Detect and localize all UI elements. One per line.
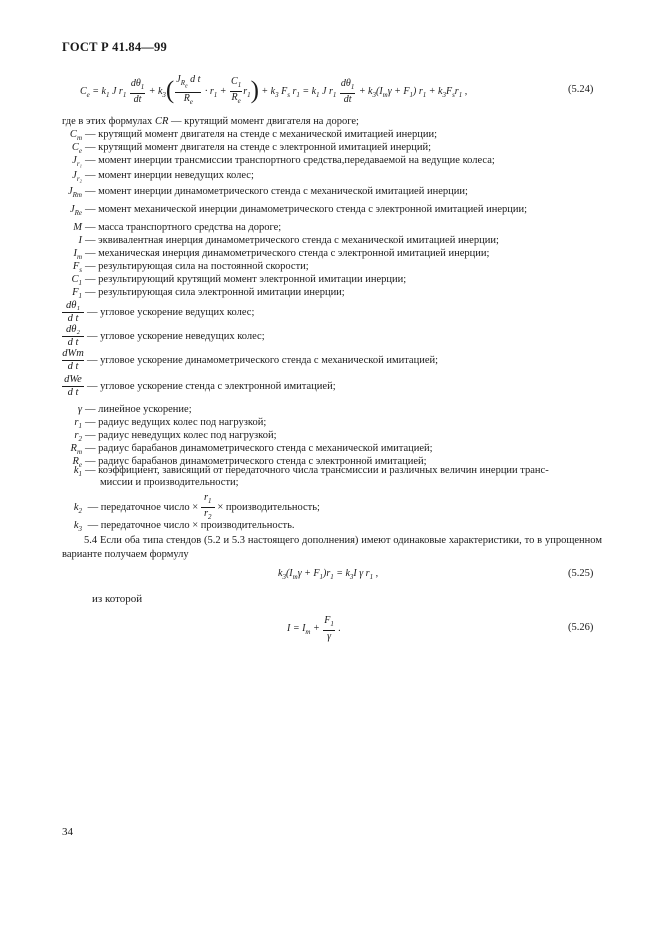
definition-row-text: — радиус барабанов динамометрического стенда с механической имитацией; (85, 443, 433, 454)
equation-number-5-25: (5.25) (568, 568, 594, 579)
definition-row-symbol: $C_1$ (71, 274, 82, 288)
definition-row-text: — линейное ускорение; (85, 404, 192, 415)
definition-row-symbol: $C_e$ (71, 142, 82, 156)
definition-row (62, 248, 489, 261)
definition-row-symbol: γ (77, 404, 82, 415)
intro-text: где в этих формулах (62, 116, 153, 127)
equation-5-25: $k_3(I_m\gamma + F_1)r_1 = k_3I$ γ $r_1$ , (278, 568, 379, 581)
k3-text: — передаточное число × производительность. (87, 520, 295, 531)
derivative-fraction: $\frac{\text{dθ₂}}{\text{d t}}$ (62, 324, 84, 349)
equation-number-5-24: (5.24) (568, 84, 594, 95)
definition-row (62, 430, 277, 443)
definition-row-symbol: $J_{Rm}$ (67, 186, 82, 200)
definition-row-text: — механическая инерция динамометрического стенда с электронной имитацией инерции; (85, 248, 490, 259)
derivative-fraction: dWe d t (62, 374, 84, 399)
definition-row-text: — эквивалентная инерция динамометрического стенда с механической имитацией инерции; (85, 235, 499, 246)
k1-continuation (100, 477, 239, 488)
definition-row (62, 404, 192, 415)
definition-row-symbol: $I_m$ (73, 248, 82, 262)
definition-row-text: — результирующий крутящий момент электронной имитации инерции; (85, 274, 407, 285)
equation-number-5-26: (5.26) (568, 622, 594, 633)
definition-row-text: — радиус неведущих колес под нагрузкой; (85, 430, 277, 441)
definition-row-text: — масса транспортного средства на дороге; (85, 222, 282, 233)
definition-row (62, 287, 345, 300)
derivative-row (62, 324, 265, 349)
definition-row-text: — момент инерции динамометрического стенда с механической имитацией инерции; (85, 186, 468, 197)
intro-description: — крутящий момент двигателя на дороге; (170, 116, 359, 127)
definition-row-symbol: $R_e$ (72, 456, 82, 470)
intro-symbol: CR (154, 116, 169, 127)
derivative-text: — угловое ускорение неведущих колес; (87, 330, 265, 342)
definition-row-text: — крутящий момент двигателя на стенде с электронной имитацией инерций; (85, 142, 432, 153)
definition-row-symbol: $r_2$ (74, 430, 82, 444)
from-which-text: из которой (92, 593, 143, 605)
definition-row-text: — момент инерции трансмиссии транспортного средства,передаваемой на ведущие колеса; (85, 155, 495, 166)
definition-row (62, 274, 406, 287)
definition-row-symbol: $k_1$ (73, 465, 82, 479)
definition-row-symbol: $C_m$ (69, 129, 82, 143)
k3-definition: $k_3$ — передаточное число × производительность. (73, 520, 295, 534)
paragraph-5-4: 5.4 Если оба типа стендов (5.2 и 5.3 настоящего дополнения) имеют одинаковые характеристики, то в упрощенном варианте получаем формулу (62, 535, 602, 560)
equation-5-26: $I = I_m$ + $\frac{F_1}{\gamma}$ . (287, 615, 341, 642)
k2-definition: $k_2$ — передаточное число × $\frac{r_1}{r_2}$ × производительность; (73, 492, 320, 522)
definition-row-symbol: $J_{r_1}$ (72, 155, 82, 169)
definition-row (62, 129, 437, 142)
definition-row-text: — момент механической инерции динамометрического стенда с электронной имитацией инерции; (85, 204, 528, 215)
definition-row (62, 222, 281, 233)
derivative-text: — угловое ускорение ведущих колес; (87, 306, 255, 318)
definition-row-text: — радиус ведущих колес под нагрузкой; (85, 417, 267, 428)
definition-row (62, 186, 468, 199)
derivative-text: — угловое ускорение динамометрического стенда с механической имитацией; (87, 354, 439, 366)
r1-over-r2-fraction: $\frac{r_1}{r_2}$ (201, 492, 215, 523)
definition-row (62, 204, 527, 217)
definition-row (62, 443, 433, 456)
definition-row (62, 235, 499, 246)
definition-row-text: — результирующая сила электронной имитации инерции; (85, 287, 345, 298)
derivative-row (62, 348, 438, 373)
definition-row-symbol: M (73, 222, 82, 233)
definition-row-text: — радиус барабанов динамометрического стенда с электронной имитацией; (85, 456, 427, 467)
definition-row-text: — результирующая сила на постоянной скорости; (85, 261, 309, 272)
k1-continuation-text: миссии и производительности; (100, 477, 239, 488)
definition-row-symbol: $F_s$ (72, 261, 82, 275)
definition-row-symbol: I (78, 235, 82, 246)
derivative-fraction: $\frac{\text{dθ₁}}{\text{d t}}$ (62, 300, 84, 325)
definition-row-symbol: $R_m$ (70, 443, 82, 457)
k2-post: × производительность; (217, 502, 320, 513)
definition-row (62, 142, 431, 155)
definition-row (62, 261, 309, 274)
derivative-row (62, 300, 254, 325)
definition-row (62, 170, 254, 183)
definition-row-symbol: $r_1$ (74, 417, 82, 431)
definition-row-symbol: $J_{r_2}$ (72, 170, 82, 184)
derivative-fraction: dWm d t (62, 348, 84, 372)
page-number: 34 (62, 826, 73, 838)
definition-row-text: — момент инерции неведущих колес; (85, 170, 254, 181)
intro-line (62, 116, 359, 127)
definition-row-text: — коэффициент, зависящий от передаточного числа трансмиссии и различных величин инерции транс- (85, 465, 549, 476)
derivative-text: — угловое ускорение стенда с электронной имитацией; (87, 380, 336, 392)
equation-5-24: $C_e = k_1$ J $r_1$ $\frac{d\theta_1}{dt}$ + $k_3$( $\frac{J_{R_e} d t}{R_e}$ · $r_1$ + $\frac{C_1}{R_e}$ $r_1) + k_3$ $F_s$ $r_1 = k_1$ J $r_1$ $\frac{d\theta_1}{dt}$ + $k_3(I_m\gamma + F_1) r_1 + k_3F_sr_1$ , (80, 74, 468, 107)
definition-row (62, 155, 495, 168)
definition-row (62, 417, 266, 430)
definition-row-symbol: $J_{Re}$ (69, 204, 82, 218)
definition-row-symbol: $F_1$ (72, 287, 82, 301)
definition-row-text: — крутящий момент двигателя на стенде с механической имитацией инерции; (85, 129, 437, 140)
k2-pre: — передаточное число × (87, 502, 199, 513)
document-header: ГОСТ Р 41.84—99 (62, 40, 167, 54)
derivative-row (62, 374, 336, 399)
